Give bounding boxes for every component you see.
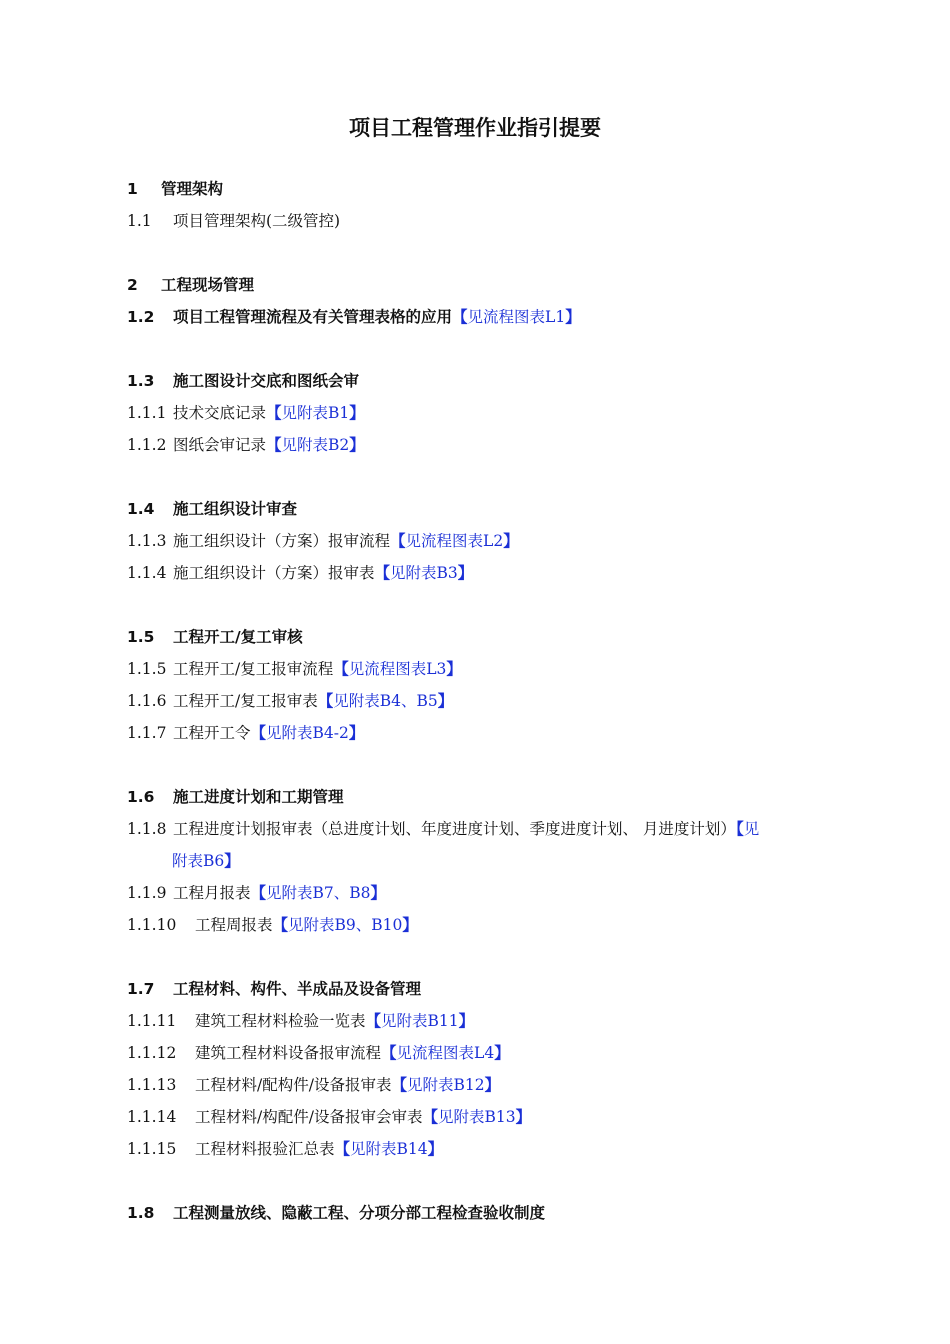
item-text: 施工组织设计（方案）报审表 [173,564,375,582]
item-text: 工程材料、构件、半成品及设备管理 [173,980,422,998]
outline-item [127,434,365,456]
outline-item [127,722,364,744]
item-number: 1.1.14 [127,1108,177,1126]
item-text: 施工组织设计审查 [173,500,298,518]
close-bracket: 】 [494,1043,510,1062]
open-bracket: 【 [735,819,744,838]
item-text: 工程材料/配构件/设备报审表 [195,1076,392,1094]
reference-link[interactable] [381,1044,510,1062]
item-number: 1.1.4 [127,564,167,582]
outline-item [127,786,344,808]
close-bracket: 】 [458,1011,475,1030]
outline-item [127,306,581,328]
item-text: 工程月报表 [173,884,251,902]
outline-item [127,498,297,520]
reference-text[interactable]: 见 [743,820,760,838]
item-text: 工程周报表 [195,916,273,934]
reference-link[interactable] [335,1140,444,1158]
item-text: 工程开工令 [173,724,251,742]
reference-link[interactable] [273,916,418,934]
close-bracket: 】 [437,691,454,710]
item-number: 1.1.5 [127,660,167,678]
item-number: 1.1.12 [127,1044,177,1062]
outline-item [127,1138,443,1160]
reference-text[interactable]: 附表B6 [172,852,225,870]
outline-item [127,530,519,552]
close-bracket: 】 [427,1139,444,1158]
reference-text[interactable]: 见附表B14 [350,1140,428,1158]
close-bracket: 】 [446,659,462,678]
outline-item [127,1106,531,1128]
reference-link[interactable] [251,724,365,742]
item-number: 1.1.7 [127,724,167,742]
outline-item [127,626,303,648]
open-bracket: 【 [250,883,267,902]
item-number: 1.1.6 [127,692,167,710]
item-number: 1.7 [127,980,155,998]
open-bracket: 【 [333,659,349,678]
reference-link[interactable] [333,660,462,678]
item-number: 1.5 [127,628,155,646]
open-bracket: 【 [390,531,406,550]
close-bracket: 】 [484,1075,501,1094]
open-bracket: 【 [381,1043,397,1062]
outline-item [127,818,759,840]
open-bracket: 【 [250,723,267,742]
reference-text[interactable]: 见附表B2 [281,436,350,454]
outline-item [127,402,365,424]
reference-text[interactable]: 见流程图表L1 [467,308,566,326]
outline-item [127,562,473,584]
item-number: 1.2 [127,308,155,326]
item-text: 管理架构 [161,180,224,198]
item-number: 1.1.1 [127,404,167,422]
outline-item [127,1202,545,1224]
item-number: 1 [127,180,138,198]
open-bracket: 【 [391,1075,407,1094]
item-number: 1.3 [127,372,155,390]
reference-text[interactable]: 见附表B1 [281,404,350,422]
item-text: 施工组织设计（方案）报审流程 [173,532,391,550]
item-text: 工程测量放线、隐蔽工程、分项分部工程检查验收制度 [173,1204,546,1222]
close-bracket: 】 [349,403,365,422]
item-number: 1.6 [127,788,155,806]
outline-item [127,178,223,200]
outline-item [127,1042,510,1064]
outline-item [127,210,340,232]
item-number: 1.1.10 [127,916,177,934]
item-text: 图纸会审记录 [173,436,267,454]
item-text: 工程现场管理 [161,276,255,294]
reference-text[interactable]: 见附表B12 [406,1076,485,1094]
item-number: 1.1.11 [127,1012,177,1030]
open-bracket: 【 [334,1139,351,1158]
outline-item [127,914,418,936]
item-text: 工程开工/复工报审流程 [173,660,334,678]
item-number: 1.1.8 [127,820,167,838]
open-bracket: 【 [422,1107,438,1126]
item-text: 项目管理架构(二级管控) [173,212,341,230]
open-bracket: 【 [317,691,334,710]
reference-link[interactable] [390,532,519,550]
item-number: 1.1.13 [127,1076,177,1094]
reference-link[interactable] [318,692,454,710]
outline-item [127,1074,500,1096]
outline-item-continuation [172,850,240,872]
item-text: 工程材料报验汇总表 [195,1140,335,1158]
item-number: 2 [127,276,138,294]
open-bracket: 【 [452,308,468,326]
reference-text[interactable]: 见附表B4、B5 [333,692,438,710]
reference-link[interactable] [172,852,240,870]
reference-text[interactable]: 见流程图表L4 [396,1044,495,1062]
item-number: 1.1 [127,212,152,230]
outline-item [127,1010,474,1032]
close-bracket: 】 [503,531,519,550]
close-bracket: 】 [515,1107,532,1126]
reference-link[interactable] [391,1076,500,1094]
close-bracket: 】 [370,883,387,902]
item-text: 建筑工程材料设备报审流程 [195,1044,382,1062]
reference-link[interactable] [736,820,759,838]
outline-item [127,370,359,392]
item-number: 1.1.3 [127,532,167,550]
reference-text[interactable]: 见附表B4-2 [266,724,349,742]
open-bracket: 【 [365,1011,382,1030]
close-bracket: 】 [348,723,365,742]
item-text: 工程进度计划报审表（总进度计划、年度进度计划、季度进度计划、 月进度计划） [173,820,736,838]
item-text: 技术交底记录 [173,404,267,422]
item-number: 1.8 [127,1204,155,1222]
reference-link[interactable] [266,404,365,422]
item-text: 工程开工/复工报审表 [173,692,318,710]
item-text: 项目工程管理流程及有关管理表格的应用 [173,308,453,326]
reference-link[interactable] [452,308,581,326]
reference-link[interactable] [266,436,365,454]
close-bracket: 】 [457,563,474,582]
item-text: 施工进度计划和工期管理 [173,788,344,806]
item-number: 1.1.9 [127,884,167,902]
item-number: 1.1.2 [127,436,167,454]
outline-item [127,978,421,1000]
reference-text[interactable]: 见附表B9、B10 [288,916,403,934]
reference-text[interactable]: 见流程图表L2 [405,532,504,550]
item-text: 建筑工程材料检验一览表 [195,1012,366,1030]
item-text: 施工图设计交底和图纸会审 [173,372,360,390]
close-bracket: 】 [224,851,240,870]
outline-item [127,658,462,680]
open-bracket: 【 [374,563,391,582]
reference-text[interactable]: 见流程图表L3 [348,660,447,678]
outline-item [127,882,386,904]
open-bracket: 【 [272,915,289,934]
reference-link[interactable] [366,1012,475,1030]
close-bracket: 】 [349,435,365,454]
close-bracket: 】 [565,308,581,326]
open-bracket: 【 [266,435,282,454]
item-number: 1.4 [127,500,155,518]
page-title: 项目工程管理作业指引提要 [349,116,601,140]
reference-text[interactable]: 见附表B11 [381,1012,459,1030]
item-number: 1.1.15 [127,1140,177,1158]
outline-item [127,690,453,712]
reference-link[interactable] [375,564,474,582]
reference-link[interactable] [422,1108,531,1126]
open-bracket: 【 [266,403,282,422]
reference-text[interactable]: 见附表B3 [390,564,458,582]
item-text: 工程开工/复工审核 [173,628,303,646]
reference-text[interactable]: 见附表B13 [437,1108,516,1126]
item-text: 工程材料/构配件/设备报审会审表 [195,1108,423,1126]
reference-link[interactable] [251,884,387,902]
outline-item [127,274,254,296]
close-bracket: 】 [402,915,418,934]
reference-text[interactable]: 见附表B7、B8 [266,884,371,902]
